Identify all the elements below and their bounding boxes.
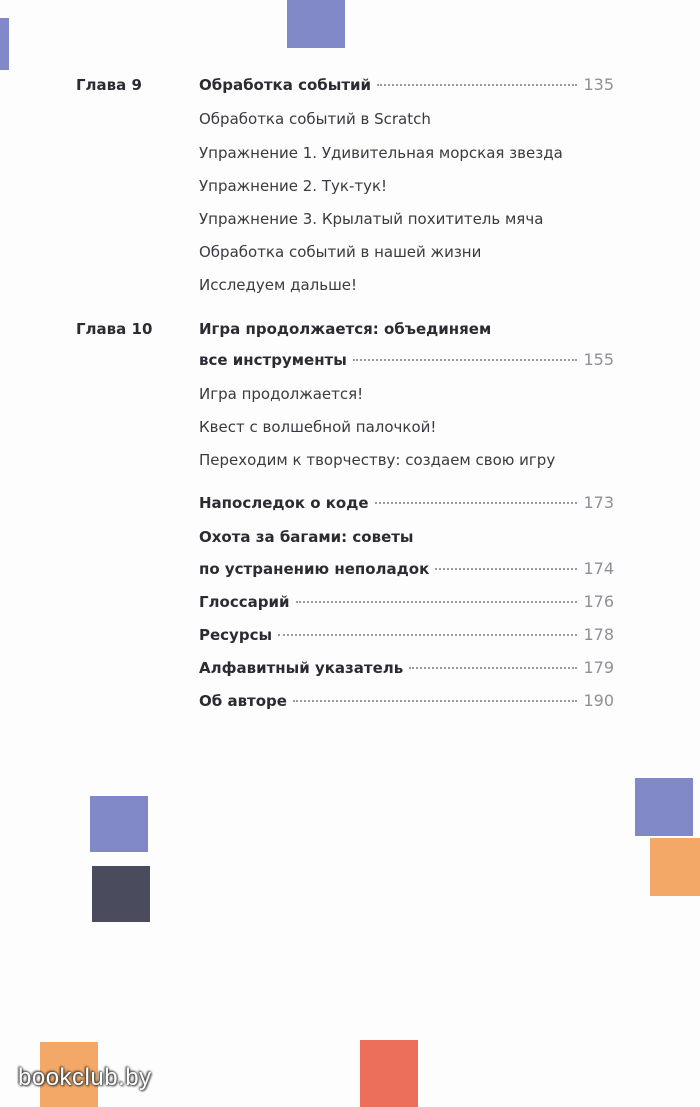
- decor-square-left-blue: [90, 796, 148, 852]
- chapter-9-label: Глава 9: [76, 76, 142, 94]
- decor-square-right-blue: [635, 778, 693, 836]
- toc-entry-bugs[interactable]: [199, 560, 614, 580]
- watermark: bookclub.by: [18, 1064, 152, 1091]
- decor-square-right-orange: [650, 838, 700, 896]
- leader-dots: [375, 502, 578, 504]
- leader-dots: [353, 359, 578, 361]
- toc-section[interactable]: Упражнение 3. Крылатый похититель мяча: [199, 210, 544, 228]
- toc-entry-chapter-9[interactable]: [199, 76, 614, 96]
- toc-entry-title: Об авторе: [199, 692, 287, 710]
- toc-entry-chapter-10[interactable]: [199, 351, 614, 371]
- toc-section[interactable]: Обработка событий в Scratch: [199, 110, 431, 128]
- toc-section[interactable]: Переходим к творчеству: создаем свою игру: [199, 451, 556, 469]
- page-number: 135: [583, 75, 614, 94]
- toc-entry-resources[interactable]: [199, 626, 614, 646]
- leader-dots: [296, 601, 578, 603]
- toc-entry-title: Ресурсы: [199, 626, 273, 644]
- toc-section[interactable]: Исследуем дальше!: [199, 276, 358, 294]
- leader-dots: [293, 700, 577, 702]
- toc-entry-title: Алфавитный указатель: [199, 659, 404, 677]
- decor-square-bottom-red: [360, 1040, 418, 1107]
- toc-entry-title: по устранению неполадок: [199, 560, 430, 578]
- decor-square-left-edge: [0, 18, 9, 70]
- leader-dots: [409, 667, 577, 669]
- toc-section[interactable]: Обработка событий в нашей жизни: [199, 243, 482, 261]
- page-number: 179: [583, 658, 614, 677]
- page-number: 155: [583, 350, 614, 369]
- decor-square-top: [287, 0, 345, 48]
- page-number: 176: [583, 592, 614, 611]
- toc-entry-title: Обработка событий: [199, 76, 372, 94]
- leader-dots: [278, 634, 577, 636]
- toc-section[interactable]: Игра продолжается!: [199, 385, 364, 403]
- decor-square-left-navy: [92, 866, 150, 922]
- leader-dots: [435, 568, 577, 570]
- leader-dots: [377, 84, 577, 86]
- page-number: 178: [583, 625, 614, 644]
- toc-entry-title: все инструменты: [199, 351, 347, 369]
- toc-entry-chapter-10-title[interactable]: Игра продолжается: объединяем: [199, 320, 492, 338]
- page-number: 174: [583, 559, 614, 578]
- toc-entry-bugs-title[interactable]: Охота за багами: советы: [199, 528, 414, 546]
- toc-section[interactable]: Квест с волшебной палочкой!: [199, 418, 437, 436]
- page-number: 190: [583, 691, 614, 710]
- chapter-10-label: Глава 10: [76, 320, 153, 338]
- toc-entry-title: Напоследок о коде: [199, 494, 369, 512]
- toc-section[interactable]: Упражнение 1. Удивительная морская звезда: [199, 144, 563, 162]
- toc-entry-index[interactable]: [199, 659, 614, 679]
- page-number: 173: [583, 493, 614, 512]
- toc-entry-author[interactable]: [199, 692, 614, 712]
- toc-entry-title: Глоссарий: [199, 593, 290, 611]
- toc-section[interactable]: Упражнение 2. Тук-тук!: [199, 177, 388, 195]
- toc-entry-glossary[interactable]: [199, 593, 614, 613]
- toc-entry-code[interactable]: [199, 494, 614, 514]
